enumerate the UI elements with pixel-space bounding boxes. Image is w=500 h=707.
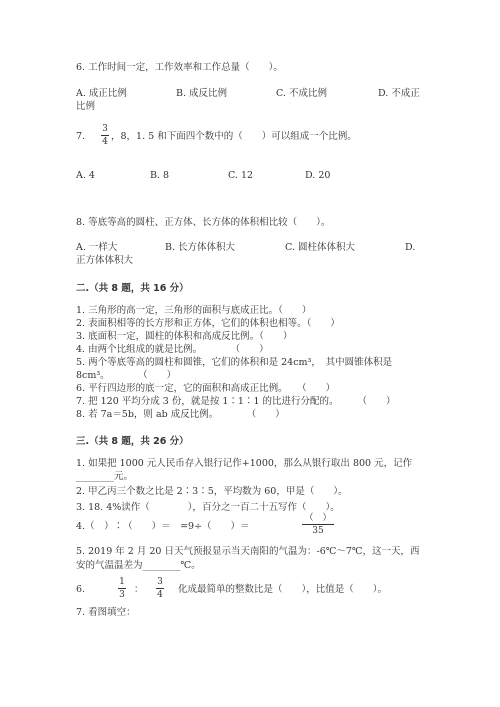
s3-q6-f2-denominator: 4 xyxy=(157,590,163,600)
q8-option-d: D. xyxy=(405,242,416,253)
q8-option-c: C. 圆柱体体积大 xyxy=(285,242,355,253)
s3-q2: 2. 甲乙丙三个数之比是 2∶3∶5，平均数为 60，甲是（ ）。 xyxy=(76,486,348,497)
q7-stem: ，8，1. 5 和下面四个数中的（ ）可以组成一个比例。 xyxy=(111,131,357,142)
s3-q6-f1-denominator: 3 xyxy=(119,590,125,600)
fraction-bar xyxy=(302,524,334,525)
s3-q3: 3. 18. 4%读作（ ），百分之一百二十五写作（ ）。 xyxy=(76,502,340,513)
s3-q4: 4.（ ）∶（ ）＝ =9÷（ ）＝ xyxy=(76,521,250,532)
s2-item-4: 4. 由两个比组成的就是比例。 （ ） xyxy=(76,344,269,355)
answer-blank[interactable]: ________ xyxy=(76,471,114,482)
s3-q1-tail: 元。 xyxy=(114,471,134,482)
s2-item-5-cont: 8cm³。 （ ） xyxy=(76,370,177,381)
q6-option-d-cont: 比例 xyxy=(76,101,96,112)
q7-option-a: A. 4 xyxy=(76,170,95,181)
section-2-title: 二.（共 8 题，共 16 分） xyxy=(76,283,189,294)
s3-q6-number: 6. xyxy=(76,584,86,595)
s2-item-2: 2. 表面积相等的长方形和正方体，它们的体积也相等。（ ） xyxy=(76,318,340,329)
section-3-title: 三.（共 8 题，共 26 分） xyxy=(76,436,189,447)
s2-item-3: 3. 底面积一定，圆柱的体积和高成反比例。（ ） xyxy=(76,331,293,342)
s3-q5-cont: 安的气温温差为________℃。 xyxy=(76,560,201,571)
q7-option-c: C. 12 xyxy=(228,170,254,181)
s3-q5: 5. 2019 年 2 月 20 日天气预报显示当天南阳的气温为：-6℃～7℃，这一天，西 xyxy=(76,546,420,557)
q7-number: 7. xyxy=(76,131,86,142)
q6-stem: 6. 工作时间一定，工作效率和工作总量（ ）。 xyxy=(76,62,283,73)
s3-q6-stem: 化成最简单的整数比是（ ），比值是（ ）。 xyxy=(178,584,388,595)
q6-option-a: A. 成正比例 xyxy=(76,88,127,99)
s3-q6-f1-numerator: 1 xyxy=(119,577,125,587)
s2-item-8: 8. 若 7a＝5b，则 ab 成反比例。 （ ） xyxy=(76,409,285,420)
q7-option-d: D. 20 xyxy=(305,170,331,181)
q6-option-c: C. 不成比例 xyxy=(276,88,327,99)
q8-stem: 8. 等底等高的圆柱、正方体、长方体的体积相比较（ ）。 xyxy=(76,217,331,228)
q7-fraction xyxy=(101,124,109,147)
s3-q7: 7. 看图填空： xyxy=(76,607,136,618)
q8-option-a: A. 一样大 xyxy=(76,242,118,253)
s3-q6-fraction-1 xyxy=(118,577,126,600)
s3-q6-fraction-2 xyxy=(156,577,164,600)
s3-q4-fraction-denominator: 35 xyxy=(312,526,324,536)
q6-option-b: B. 成反比例 xyxy=(176,88,228,99)
q8-option-b: B. 长方体体积大 xyxy=(165,242,236,253)
q8-option-d-cont: 正方体体积大 xyxy=(76,255,134,266)
s3-q6-colon: ： xyxy=(134,584,144,595)
s2-item-5: 5. 两个等底等高的圆柱和圆锥，它们的体积和是 24cm³， 其中圆锥体积是 xyxy=(76,357,393,368)
s3-q4-fraction-numerator: （ ） xyxy=(304,513,332,523)
s3-q4-fraction xyxy=(302,513,334,536)
q7-fraction-numerator: 3 xyxy=(102,124,108,134)
s2-item-7: 7. 把 120 平均分成 3 份，就是按 1∶1∶1 的比进行分配的。 （ ） xyxy=(76,396,396,407)
s2-item-6: 6. 平行四边形的底一定，它的面积和高成正比例。 （ ） xyxy=(76,383,336,394)
q7-fraction-denominator: 4 xyxy=(102,137,108,147)
s2-item-1: 1. 三角形的高一定，三角形的面积与底成正比。（ ） xyxy=(76,305,312,316)
s3-q1-cont xyxy=(76,471,133,483)
q7-option-b: B. 8 xyxy=(150,170,170,181)
q6-option-d: D. 不成正 xyxy=(378,88,420,99)
fraction-bar xyxy=(156,588,164,589)
fraction-bar xyxy=(118,588,126,589)
s3-q6-f2-numerator: 3 xyxy=(157,577,163,587)
fraction-bar xyxy=(101,135,109,136)
s3-q1: 1. 如果把 1000 元人民币存入银行记作+1000，那么从银行取出 800 元，记作 xyxy=(76,458,413,469)
